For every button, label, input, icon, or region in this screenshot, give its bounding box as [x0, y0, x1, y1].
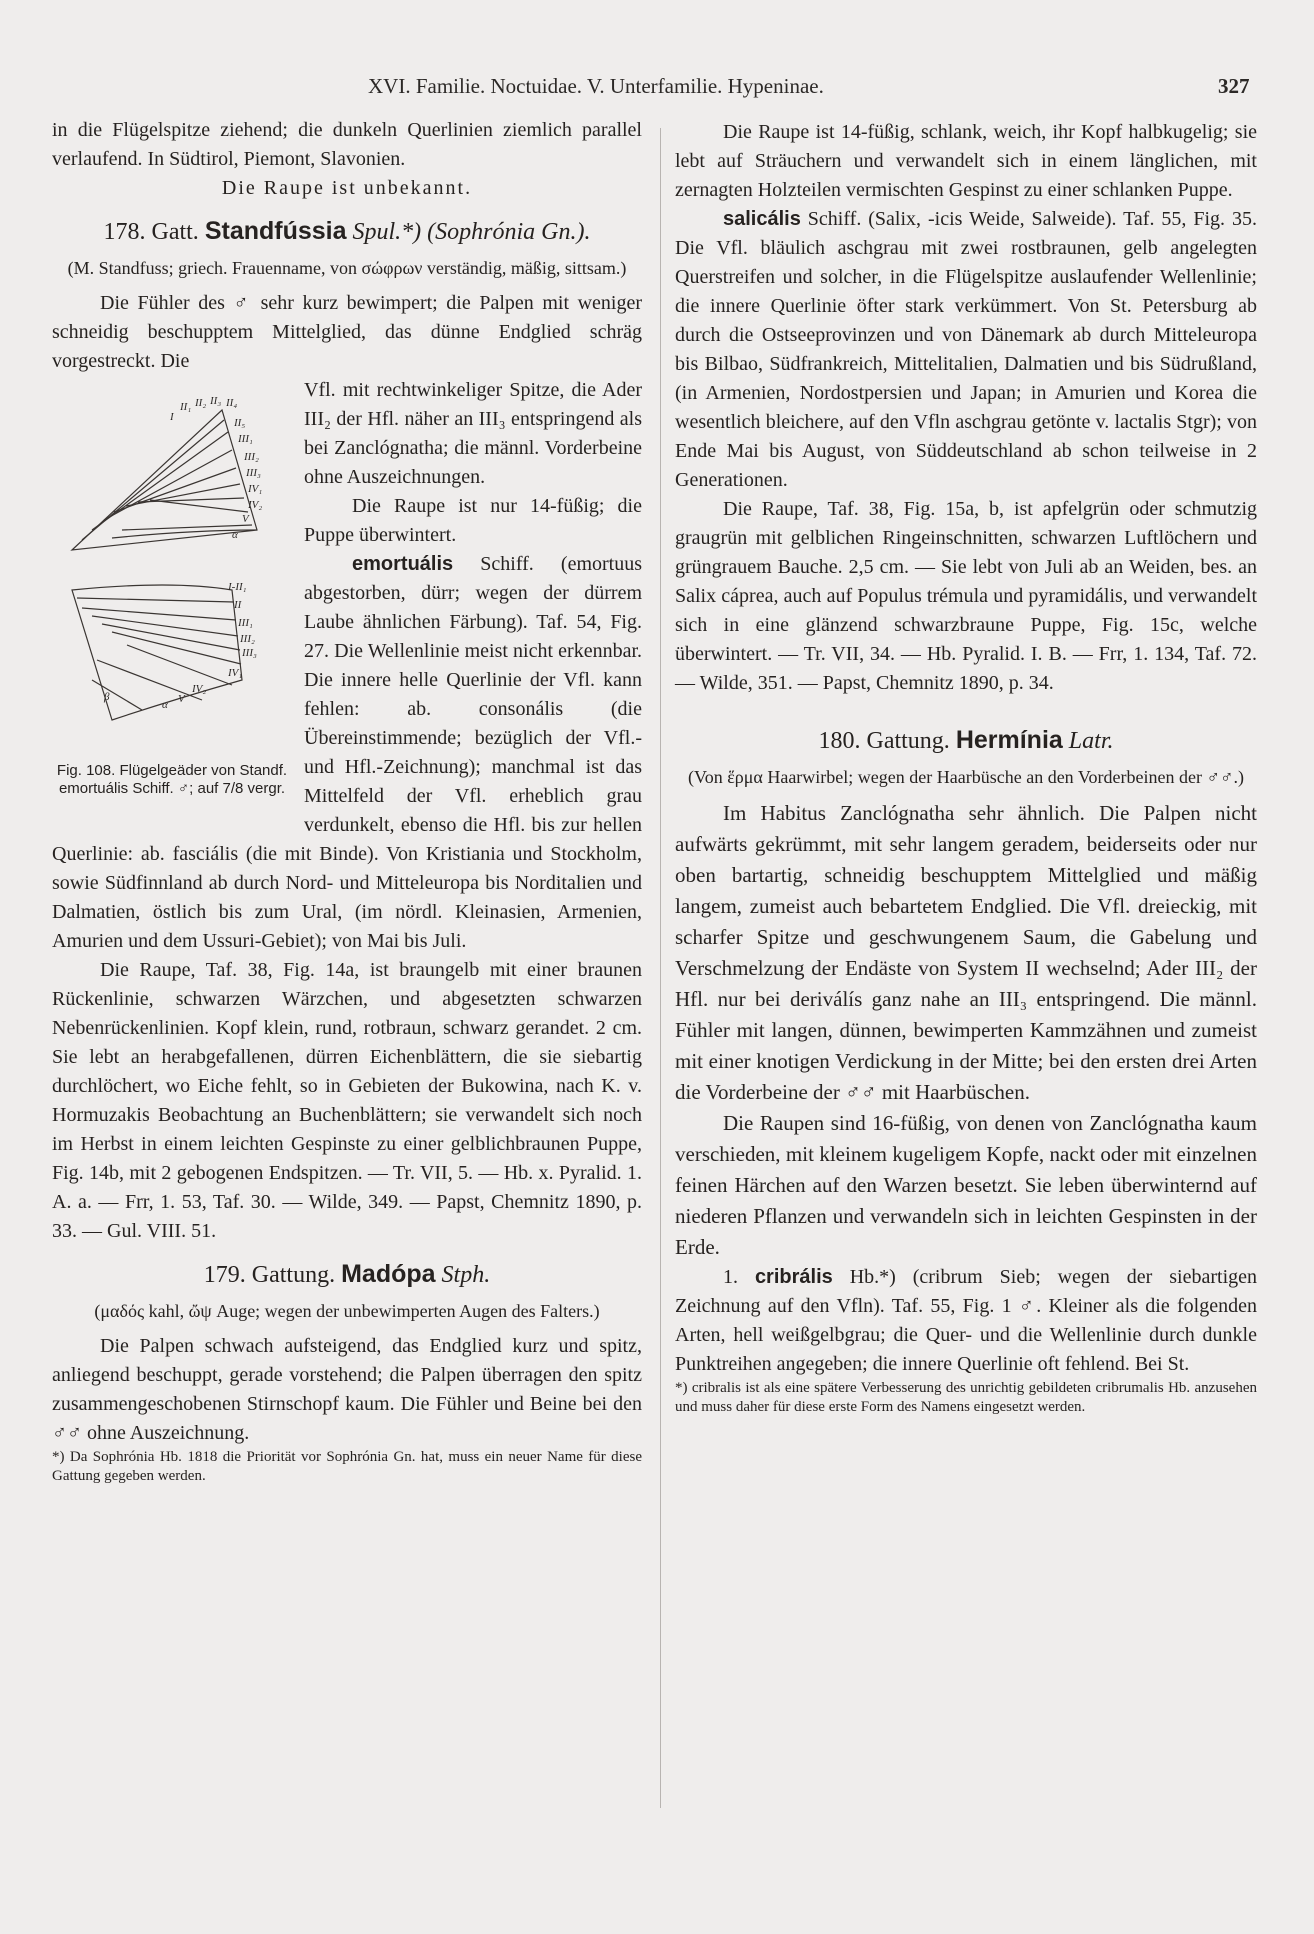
running-head: XVI. Familie. Noctuidae. V. Unterfamilie. Hypeninae.	[368, 74, 824, 98]
genus-179-etymology: (μαδός kahl, ὤψ Auge; wegen der unbewimperten Augen des Falters.)	[94, 1301, 600, 1321]
vein-label: IV₁	[248, 483, 263, 495]
species-cribralis-name: cribrális	[754, 1266, 833, 1288]
vein-label: II₃	[210, 395, 222, 407]
vein-label: II₄	[226, 397, 238, 409]
vein-label: V	[178, 693, 185, 705]
vein-label: II₁	[180, 401, 192, 413]
genus-180-name: Hermínia	[955, 726, 1063, 754]
emortualis-larva: Die Raupe, Taf. 38, Fig. 14a, ist braungelb mit einer braunen Rückenlinie, schwarzen Wärzchen, und abgesetzten schwarzen Nebenrückenlinien. Kopf klein, rund, rotbraun, schwarz gerandet. 2 cm. Sie lebt an herabgefallenen, dürren Eichenblättern, die sie siebartig durchlöchert, wo Eiche fehlt, so in Gebieten der Bukowina, nach K. v. Hormuzakis Beobachtung an Buchenblättern; sie verwandelt sich noch im Herbst in einem leichten Gespinste zu einer gelblichbraunen Puppe, Fig. 14b, mit 2 gebogenen Endspitzen. — Tr. VII, 5. — Hb. x. Pyralid. 1. A. a. — Frr, 1. 53, Taf. 30. — Wilde, 349. — Papst, Chemnitz 1890, p. 33. — Gul. VIII. 51.	[52, 959, 642, 1242]
species-salicalis	[675, 205, 1257, 495]
genus-180-description: Im Habitus Zanclógnatha sehr ähnlich. Die Palpen nicht aufwärts gekrümmt, mit sehr langem geradem, beiderseits oder nur oben bartartig, schneidig beschupptem Mittelglied und mäßig langem, zumeist auch bebartetem Endglied. Die Vfl. dreieckig, mit scharfer Spitze und geschwungenem Saum, die Gabelung und Verschmelzung der Endäste von System II wechselnd; Ader III₂ der Hfl. nur bei deriválís ganz nahe an III₃ entspringend. Die männl. Fühler mit langen, dünnen, bewimperten Kammzähnen und zumeist mit einer knotigen Verdickung in der Mitte; bei den ersten drei Arten die Vorderbeine der ♂♂ mit Haarbüschen.	[675, 801, 1257, 1104]
vein-label: α	[232, 529, 238, 541]
species-salicalis-name: salicális	[723, 208, 801, 230]
species-emortualis-text: Schiff. (emortuus abgestorben, dürr; wegen der dürrem Laube ähnlichen Färbung). Taf. 54, Fig. 27. Die Wellenlinie meist nicht erkennbar. Die innere helle Querlinie der Vfl. kann fehlen: ab. consonális (die Übereinstimmende; bezüglich der Vfl.- und Hfl.-Zeichnung); manchmal ist das Mittelfeld der Vfl. erheblich grau verdunkelt, ebenso die Hfl. bis zur hellen Querlinie: ab. fasciális (die mit Binde). Von Kristiania und Stockholm, sowie Südfinnland ab durch Nord- und Mitteleuropa bis Norditalien und Dalmatien, östlich bis zum Ural, (im nördl. Kleinasien, Armenien, Amurien und dem Ussuri-Gebiet); von Mai bis Juli.	[52, 553, 643, 952]
vein-label: I-II₁	[228, 581, 247, 593]
genus-180-heading	[675, 726, 1257, 756]
column-divider	[660, 128, 661, 1808]
genus-178-heading	[52, 217, 642, 247]
genus-179-description: Die Palpen schwach aufsteigend, das Endglied kurz und spitz, anliegend beschuppt, gerade vorstehend; die Palpen überragen den spitz zusammengeschobenen Stirnschopf kaum. Die Fühler und Beine bei den ♂♂ ohne Auszeichnung.	[52, 1335, 642, 1444]
vein-label: IV₁	[228, 667, 243, 679]
footnote-left: *) Da Sophrónia Hb. 1818 die Priorität vor Sophrónia Gn. hat, muss ein neuer Name für diese Gattung gegeben werden.	[52, 1449, 642, 1484]
page-number: 327	[1218, 74, 1250, 98]
genus-179-number: 179. Gattung.	[203, 1262, 336, 1288]
species-emortualis-name: emortuális	[352, 553, 454, 575]
intro-paragraph: in die Flügelspitze ziehend; die dunkeln Querlinien ziemlich parallel verlaufend. In Südtirol, Piemont, Slavonien.	[52, 119, 642, 170]
vein-label: III₁	[238, 433, 253, 445]
right-column	[675, 118, 1257, 1417]
salicalis-larva: Die Raupe, Taf. 38, Fig. 15a, b, ist apfelgrün oder schmutzig graugrün mit gelblichen Ringeinschnitten, schwarzen Luftlöchern und grüngrauem Bauche. 2,5 cm. — Sie lebt von Juli ab an Weiden, bes. an Salix cáprea, auch auf Populus trémula und pyramidális, und verwandelt sich in eine glänzend schwarzbraune Puppe, Fig. 15c, welche überwintert. — Tr. VII, 34. — Hb. Pyralid. I. B. — Frr, 1. 134, Taf. 72. — Wilde, 351. — Papst, Chemnitz 1890, p. 34.	[675, 498, 1257, 694]
genus-178-etymology: (M. Standfuss; griech. Frauenname, von σώφρων verständig, mäßig, sittsam.)	[67, 258, 627, 278]
running-header	[0, 74, 1314, 104]
species-salicalis-text: Schiff. (Salix, -icis Weide, Salweide). Taf. 55, Fig. 35. Die Vfl. bläulich aschgrau mit zwei rostbraunen, gelb angelegten Querstreifen und solcher, in die Flügelspitze auslaufender Wellenlinie; die innere Querlinie öfter stark verkümmert. Von St. Petersburg ab durch die Ostseeprovinzen und von Dänemark ab durch Mitteleuropa bis Bilbao, Südfrankreich, Mittelitalien, Dalmatien und bis Südrußland, (in Armenien, Nordostpersien und Japan; in Amurien und Korea die wesentlich bleichere, auf den Vfln aschgrau getönte v. lactalis Stgr); von Ende Mai bis August, von Süddeutschland ab schon teilweise in 2 Generationen.	[675, 208, 1258, 491]
vein-label: II	[234, 599, 242, 611]
species-cribralis	[675, 1263, 1257, 1379]
madopa-larva: Die Raupe ist 14-füßig, schlank, weich, ihr Kopf halbkugelig; sie lebt auf Sträuchern und verwandelt sich in einem länglichen, mit zernagten Holzteilen vermischten Gespinst zu einer schlanken Puppe.	[675, 121, 1257, 201]
genus-179-name: Madópa	[341, 1260, 436, 1288]
wing-venation-drawing	[52, 380, 292, 760]
left-column	[52, 116, 642, 1486]
genus-178-number: 178. Gatt.	[103, 219, 199, 245]
vein-label: α	[162, 699, 168, 711]
genus-180-larva: Die Raupen sind 16-füßig, von denen von Zanclógnatha kaum verschieden, mit kleinem kugeligem Kopfe, nackt oder mit einzelnen feinen Härchen auf den Warzen besetzt. Sie leben überwinternd auf niederen Pflanzen und verwandeln sich in leichten Gespinsten in der Erde.	[675, 1111, 1257, 1259]
genus-178-larva-text: Die Raupe ist nur 14-füßig; die Puppe überwintert.	[304, 495, 642, 546]
wing-venation-figure	[52, 380, 292, 840]
vein-label: β	[104, 691, 110, 703]
vein-label: III₁	[238, 617, 253, 629]
genus-179-author: Stph.	[441, 1262, 491, 1288]
vein-label: V	[242, 513, 249, 525]
vein-label: II₂	[195, 397, 207, 409]
vein-label: IV₂	[192, 683, 207, 695]
vein-label: IV₂	[248, 499, 263, 511]
footnote-right: *) cribralis ist als eine spätere Verbesserung des unrichtig gebildeten cribrumalis Hb. anzusehen und muss daher für diese erste Form des Namens eingesetzt werden.	[675, 1380, 1257, 1415]
genus-178-description: Die Fühler des ♂ sehr kurz bewimpert; die Palpen mit weniger schneidig beschupptem Mittelglied, das dünne Endglied schräg vorgestreckt. Die	[52, 292, 642, 372]
vein-label: III₃	[246, 467, 261, 479]
vein-label: III₂	[240, 633, 255, 645]
genus-178-description-cont: Vfl. mit rechtwinkeliger Spitze, die Ader III₂ der Hfl. näher an III₃ entspringend als bei Zanclógnatha; die männl. Vorderbeine ohne Auszeichnungen.	[304, 379, 642, 488]
genus-179-heading	[52, 1260, 642, 1290]
genus-180-etymology: (Von ἕρμα Haarwirbel; wegen der Haarbüsche an den Vorderbeinen der ♂♂.)	[688, 767, 1244, 787]
vein-label: III₃	[242, 647, 257, 659]
figure-caption: Fig. 108. Flügelgeäder von Standf. emortuális Schiff. ♂; auf 7/8 vergr.	[56, 762, 288, 797]
species-cribralis-text: Hb.*) (cribrum Sieb; wegen der siebartigen Zeichnung auf den Vfln). Taf. 55, Fig. 1 ♂. Kleiner als die folgenden Arten, hell weißgelbgrau; die Quer- und die Wellenlinie durch dunkle Punktreihen angegeben; die innere Querlinie oft fehlend. Bei St.	[675, 1266, 1258, 1375]
genus-178-name: Standfússia	[204, 217, 347, 245]
genus-180-number: 180. Gattung.	[818, 728, 950, 754]
genus-180-author: Latr.	[1068, 728, 1114, 754]
species-cribralis-number: 1.	[723, 1266, 738, 1288]
vein-label: III₂	[244, 451, 259, 463]
vein-label: II₅	[234, 417, 246, 429]
genus-178-author: Spul.*) (Sophrónia Gn.).	[352, 219, 591, 245]
vein-label: I	[170, 411, 174, 423]
intro-larva: Die Raupe ist unbekannt.	[221, 177, 473, 199]
